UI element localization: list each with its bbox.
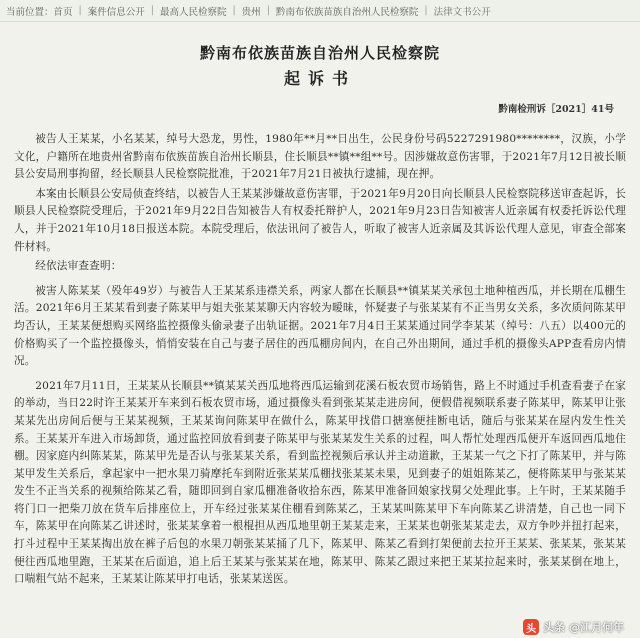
breadcrumb-label: 当前位置： xyxy=(6,6,54,18)
breadcrumb-separator: | xyxy=(78,5,82,16)
breadcrumb-spp-link[interactable]: 最高人民检察院 xyxy=(159,6,227,18)
breadcrumb-separator: | xyxy=(266,5,270,16)
paragraph-defendant: 被告人王某某，小名某某，绰号大恐龙，男性，1980年**月**日出生，公民身份号码5227291980********，汉族，小学文化，户籍所在地贵州省黔南布依族苗族自治州长顺县，住长顺县**镇**组**号。因涉嫌故意伤害罪，于2021年7月12日被长顺县公安局刑事拘留，经长顺县人民检察院批准，于2021年7月21日被执行逮捕，现在押。 xyxy=(14,133,626,181)
paragraph-relationship: 被害人陈某某（殁年49岁）与被告人王某某系违襟关系，两家人都在长顺县**镇某某关承包土地种植西瓜，并长期在瓜棚生活。2021年6月王某某看到妻子陈某甲与姐夫张某某聊天内容较为暧昧，怀疑妻子与张某某有不正当男女关系，多次质问陈某甲均否认，王某某便想购买网络监控摄像头偷录妻子出轨证据。2021年7月4日王某某通过同学李某某（绰号：八五）以400元的价格购买了一个监控摄像头，悄悄安装在自己与妻子居住的西瓜棚房间内，在自己外出期间，通过手机的摄像头APP查看房内情况。 xyxy=(14,284,626,368)
breadcrumb-separator: | xyxy=(424,5,428,16)
watermark-text: 头条 @江月何年 xyxy=(543,621,624,634)
paragraph-procedure: 本案由长顺县公安局侦查终结，以被告人王某某涉嫌故意伤害罪，于2021年9月20日向长顺县人民检察院移送审查起诉，长顺县人民检察院受理后，于2021年9月22日告知被告人有权委托辩护人，2021年9月23日告知被害人近亲属有权委托诉讼代理人，并于2021年10月18日报送本院。本院受理后，依法讯问了被告人，听取了被害人近亲属及其诉讼代理人意见，审查全部案件材料。 xyxy=(14,187,626,253)
document-body xyxy=(14,131,626,589)
toutiao-icon: 头 xyxy=(523,619,539,635)
document-title: 起诉书 xyxy=(283,69,356,88)
watermark xyxy=(523,619,624,635)
breadcrumb-procuratorate-link[interactable]: 黔南布依族苗族自治州人民检察院 xyxy=(275,6,419,18)
breadcrumb xyxy=(0,0,640,22)
breadcrumb-guizhou-link[interactable]: 贵州 xyxy=(241,6,261,18)
document xyxy=(0,22,640,638)
breadcrumb-case-info-link[interactable]: 案件信息公开 xyxy=(87,6,145,18)
paragraph-incident: 2021年7月11日，王某某从长顺县**镇某某关西瓜地将西瓜运输到花溪石板农贸市场销售，路上不时通过手机查看妻子在家的举动，当日22时许王某某开车来到石板农贸市场，通过摄像头看到张某某走进房间，便假借视频联系妻子陈某甲，陈某甲让张某某先出房间后便与王某某视频，王某某询问陈某甲在做什么，陈某甲找借口搪塞便挂断电话，随后与张某某在屋内发生性关系。王某某开车进入市场卸货，通过监控回放看到妻子陈某甲与张某某发生关系的过程，叫人帮忙处理西瓜便开车返回西瓜地住棚。因家庭内纠陈某某，陈某甲先是否认与张某某关系，看到监控视频后承认并主动道歉，王某某一气之下打了陈某甲，并与陈某甲发生关系后，拿起家中一把水果刀骑摩托车到附近张某某瓜棚找张某某未果，见到妻子的姐姐陈某乙，便将陈某甲与张某某发生不正当关系的视频给陈某乙看，随即回到自家瓜棚准备收拾东西，陈某甲准备回娘家找舅父处理此事。上午时，王某某随手将门口一把柴刀放在货车后排座位上，开车经过张某某住棚看到陈某乙，王某某叫陈某甲下车向陈某乙讲清楚，自己也一同下车，陈某甲在向陈某乙讲述时，张某某拿着一根棍担从西瓜地里朝王某某走来，王某某也朝张某某走去，双方争吵并扭打起来，打斗过程中王某某掏出放在裤子后包的水果刀朝张某某捅了几下，陈某甲、陈某乙看到打架便前去拉开王某某、张某某，张某某便往西瓜地里跑，王某某在后面追，追上后王某某与张某某在地，陈某甲、陈某乙跟过来把王某某拉起来时，张某某倒在地上，口喘粗气站不起来，王某某让陈某甲打电话，张某某送医。 xyxy=(14,379,626,586)
paragraph-findings-heading: 经依法审查查明： xyxy=(35,260,122,273)
breadcrumb-separator: | xyxy=(232,5,236,16)
breadcrumb-home-link[interactable]: 首页 xyxy=(53,6,73,18)
breadcrumb-separator: | xyxy=(150,5,154,16)
breadcrumb-current: 法律文书公开 xyxy=(433,6,491,18)
document-org: 黔南布依族苗族自治州人民检察院 xyxy=(199,44,440,62)
document-number: 黔南检刑诉［2021］41号 xyxy=(498,104,614,115)
